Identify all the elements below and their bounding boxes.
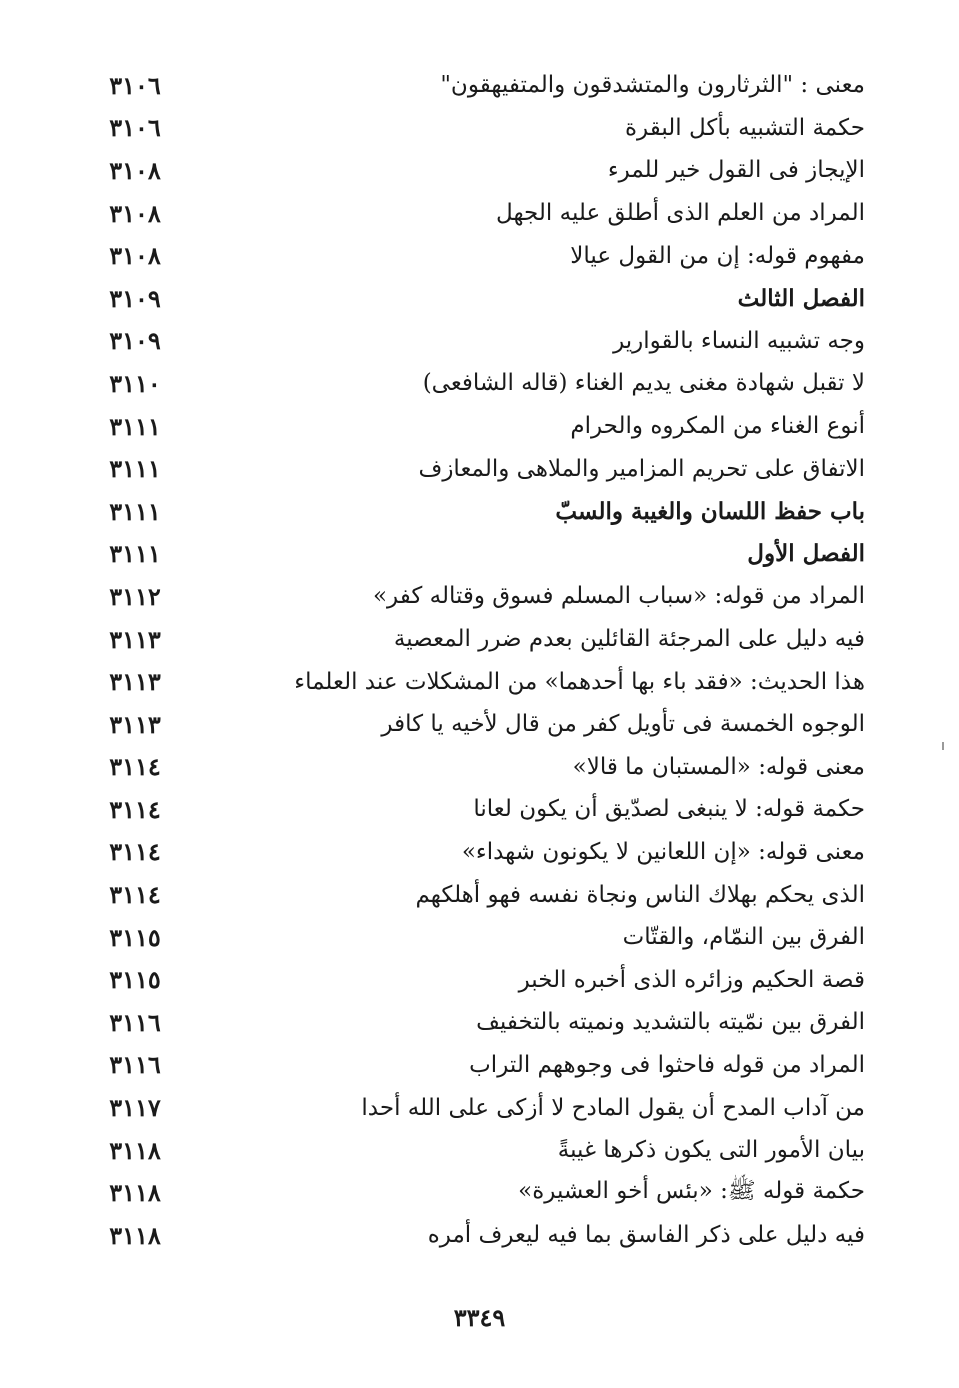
entry-title: المراد من قوله: «سباب المسلم فسوق وقتاله كفر»	[372, 583, 865, 610]
entry-page-number: ٣١٠٨	[109, 155, 161, 185]
toc-entry	[95, 234, 865, 277]
entry-page-number: ٣١١٣	[109, 624, 161, 654]
entry-page-number: ٣١١٥	[109, 922, 161, 952]
entry-page-number: ٣١١٥	[109, 965, 161, 995]
entry-page-number: ٣١١٤	[109, 837, 161, 867]
toc-entry	[95, 916, 865, 959]
entry-page-number: ٣١١٨	[109, 1178, 161, 1208]
toc-entry	[95, 149, 865, 192]
entry-title: الوجوه الخمسة فى تأويل كفر من قال لأخيه يا كافر	[381, 711, 865, 738]
entry-title: فيه دليل على المرجئة القائلين بعدم ضرر المعصية	[393, 626, 865, 653]
section-heading: الفصل الأول	[747, 540, 865, 568]
toc-entry	[95, 1171, 865, 1214]
entry-title: معنى قوله: «إن اللعانين لا يكونون شهداء»	[461, 838, 865, 865]
toc-entry	[95, 873, 865, 916]
entry-title: الذى يحكم بهلاك الناس ونجاة نفسه فهو أهلكهم	[415, 881, 865, 908]
entry-page-number: ٣١٠٩	[109, 283, 161, 313]
entry-title: وجه تشبيه النساء بالقوارير	[613, 327, 865, 354]
entry-title: الفرق بين النمّام، والقتّات	[622, 924, 865, 951]
entry-page-number: ٣١٠٩	[109, 326, 161, 356]
entry-page-number: ٣١١٣	[109, 709, 161, 739]
entry-page-number: ٣١٠٦	[109, 70, 161, 100]
toc-entry	[95, 660, 865, 703]
entry-page-number: ٣١١٤	[109, 880, 161, 910]
page-number: ٣٣٤٩	[453, 1303, 506, 1332]
entry-page-number: ٣١٠٦	[109, 113, 161, 143]
toc-entry	[95, 64, 865, 107]
entry-page-number: ٣١١٣	[109, 667, 161, 697]
toc-entry	[95, 958, 865, 1001]
entry-page-number: ٣١١١	[109, 454, 161, 484]
toc-entry	[95, 788, 865, 831]
toc-entry	[95, 320, 865, 363]
table-of-contents	[95, 64, 865, 1257]
toc-entry	[95, 1129, 865, 1172]
toc-entry	[95, 405, 865, 448]
entry-title: مفهوم قوله: إن من القول عيالا	[570, 242, 865, 269]
entry-title: هذا الحديث: «فقد باء بها أحدهما» من المشكلات عند العلماء	[294, 668, 865, 695]
entry-title: قصة الحكيم وزائره الذى أخبره الخبر	[518, 966, 865, 993]
entry-title: المراد من العلم الذى أطلق عليه الجهل	[496, 200, 865, 227]
entry-title: حكمة التشبيه بأكل البقرة	[624, 114, 865, 141]
toc-entry	[95, 490, 865, 533]
entry-page-number: ٣١٠٨	[109, 198, 161, 228]
entry-title: حكمة قوله: لا ينبغى لصدّيق أن يكون لعانا	[473, 796, 865, 823]
entry-page-number: ٣١١٨	[109, 1220, 161, 1250]
entry-page-number: ٣١١١	[109, 496, 161, 526]
toc-entry	[95, 1044, 865, 1087]
section-heading: الفصل الثالث	[737, 284, 865, 312]
entry-title: لا تقبل شهادة مغنى يديم الغناء (قاله الشافعى)	[422, 370, 865, 397]
entry-title: حكمة قوله ﷺ: «بئس أخو العشيرة»	[518, 1177, 865, 1204]
toc-entry	[95, 746, 865, 789]
entry-title: بيان الأمور التى يكون ذكرها غيبةً	[557, 1137, 865, 1164]
entry-page-number: ٣١١٠	[109, 368, 161, 398]
entry-page-number: ٣١١٨	[109, 1135, 161, 1165]
entry-page-number: ٣١١٦	[109, 1007, 161, 1037]
scan-mark	[942, 742, 944, 750]
entry-page-number: ٣١١٤	[109, 752, 161, 782]
toc-entry	[95, 831, 865, 874]
entry-page-number: ٣١١٤	[109, 794, 161, 824]
toc-entry	[95, 1001, 865, 1044]
entry-page-number: ٣١١١	[109, 539, 161, 569]
section-heading: باب حفظ اللسان والغيبة والسبّ	[555, 497, 865, 525]
entry-page-number: ٣١١٧	[109, 1093, 161, 1123]
toc-entry	[95, 362, 865, 405]
toc-entry	[95, 107, 865, 150]
toc-entry	[95, 533, 865, 576]
toc-entry	[95, 575, 865, 618]
toc-entry	[95, 192, 865, 235]
toc-entry	[95, 703, 865, 746]
entry-title: معنى : "الثرثارون والمتشدقون والمتفيهقون"	[440, 72, 865, 99]
entry-title: الاتفاق على تحريم المزامير والملاهى والمعازف	[418, 455, 865, 482]
entry-title: فيه دليل على ذكر الفاسق بما فيه ليعرف أمره	[427, 1222, 865, 1249]
entry-title: الإيجاز فى القول خير للمرء	[607, 157, 865, 184]
entry-title: أنوع الغناء من المكروه والحرام	[570, 413, 865, 440]
toc-entry	[95, 447, 865, 490]
toc-entry	[95, 1086, 865, 1129]
toc-entry	[95, 618, 865, 661]
entry-page-number: ٣١٠٨	[109, 241, 161, 271]
toc-entry	[95, 277, 865, 320]
entry-title: المراد من قوله فاحثوا فى وجوههم التراب	[469, 1051, 865, 1078]
entry-title: معنى قوله: «المستبان ما قالا»	[572, 753, 865, 780]
entry-page-number: ٣١١٦	[109, 1050, 161, 1080]
entry-page-number: ٣١١١	[109, 411, 161, 441]
entry-title: من آداب المدح أن يقول المادح لا أزكى على الله أحدا	[361, 1094, 865, 1121]
entry-title: الفرق بين نمّيته بالتشديد ونميته بالتخفيف	[476, 1009, 865, 1036]
entry-page-number: ٣١١٢	[109, 581, 161, 611]
toc-entry	[95, 1214, 865, 1257]
